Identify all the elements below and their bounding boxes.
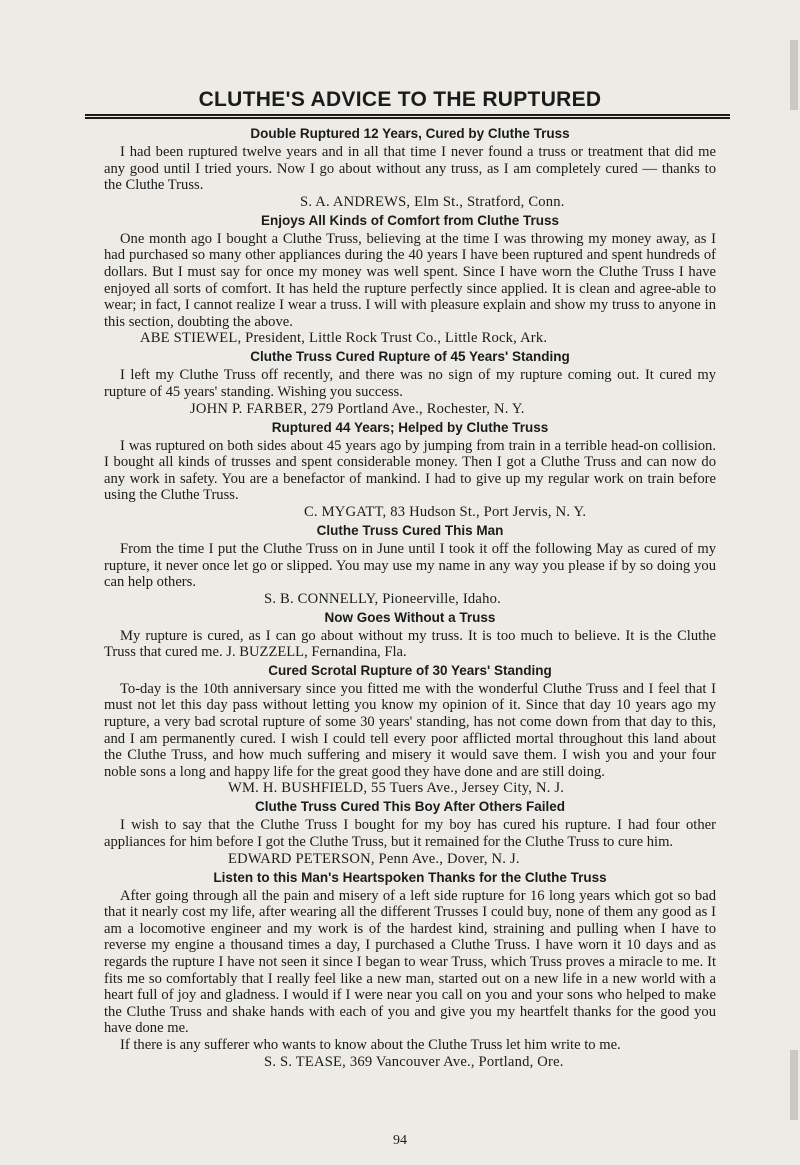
testimonials: [104, 124, 716, 1071]
testimonial-entry: [104, 124, 716, 211]
testimonial-heading: Listen to this Man's Heartspoken Thanks for the Cluthe Truss: [213, 869, 607, 885]
testimonial-signature: ABE STIEWEL, President, Little Rock Trust Co., Little Rock, Ark.: [140, 330, 548, 347]
testimonial-signature: EDWARD PETERSON, Penn Ave., Dover, N. J.: [228, 850, 520, 867]
testimonial-heading: Now Goes Without a Truss: [324, 609, 496, 625]
testimonial-heading: Double Ruptured 12 Years, Cured by Cluthe Truss: [250, 126, 570, 141]
page-edge-shadow: [790, 40, 798, 110]
testimonial-entry: [104, 797, 716, 867]
testimonial-entry: [104, 211, 716, 348]
testimonial-body: I was ruptured on both sides about 45 years ago by jumping from train in a terrible head-on collision. I bought all kinds of trusses and spent considerable money. Then I got a Cluthe Truss and can now do any work in safety. You are a benefactor of mankind. I had to give up my regular work on train before using the Cluthe Truss.: [104, 437, 716, 504]
testimonial-heading: Cluthe Truss Cured This Man: [316, 522, 504, 538]
testimonial-body: I had been ruptured twelve years and in all that time I never found a truss or treatment that did me any good until I tried yours. Now I go about without any truss, as I am completely cured — thanks to the Cluthe Truss.: [104, 144, 716, 194]
running-head: CLUTHE'S ADVICE TO THE RUPTURED: [198, 88, 602, 111]
testimonial-body: I wish to say that the Cluthe Truss I bought for my boy has cured his rupture. I had four other appliances for him before I got the Cluthe Truss, but it remained for the Cluthe Truss to cure him.: [104, 817, 716, 851]
testimonial-signature: S. B. CONNELLY, Pioneerville, Idaho.: [264, 590, 501, 607]
testimonial-signature: S. S. TEASE, 369 Vancouver Ave., Portland, Ore.: [264, 1053, 564, 1070]
testimonial-body: One month ago I bought a Cluthe Truss, believing at the time I was throwing my money away, as I had purchased so many other appliances during the 40 years I have been ruptured and spent hundreds of dollars. But I must say for once my money was well spent. Since I have worn the Cluthe Truss I have enjoyed all sorts of comfort. It has held the rupture perfectly since applied. It is clean and agree-able to wear; in fact, I cannot realize I wear a truss. I will with pleasure explain and show my truss to anyone in this section, doubting the above.: [104, 230, 716, 330]
testimonial-heading: Enjoys All Kinds of Comfort from Cluthe Truss: [260, 212, 559, 228]
testimonial-signature: C. MYGATT, 83 Hudson St., Port Jervis, N. Y.: [304, 503, 587, 520]
testimonial-entry: [104, 608, 716, 661]
testimonial-entry: [104, 661, 716, 798]
testimonial-body: From the time I put the Cluthe Truss on in June until I took it off the following May as cured of my rupture, it never once let go or slipped. You may use my name in any way you please if by so doing you can help others.: [104, 540, 716, 591]
testimonial-heading: Cluthe Truss Cured This Boy After Others Failed: [254, 799, 566, 815]
header-rule: [85, 117, 730, 119]
testimonial-postscript: If there is any sufferer who wants to know about the Cluthe Truss let him write to me.: [120, 1036, 621, 1053]
testimonial-heading: Cured Scrotal Rupture of 30 Years' Standing: [268, 662, 552, 678]
testimonial-body: I left my Cluthe Truss off recently, and there was no sign of my rupture coming out. It cured my rupture of 45 years' standing. Wishing you success.: [104, 367, 716, 400]
testimonial-entry: [104, 347, 716, 417]
testimonial-body: My rupture is cured, as I can go about without my truss. It is too much to believe. It is the Cluthe Truss that cured me. J. BUZZELL, Fernandina, Fla.: [104, 627, 716, 661]
testimonial-entry: [104, 418, 716, 521]
header-rule: [85, 114, 730, 116]
testimonial-signature: WM. H. BUSHFIELD, 55 Tuers Ave., Jersey City, N. J.: [228, 780, 565, 797]
testimonial-heading: Ruptured 44 Years; Helped by Cluthe Truss: [271, 419, 549, 435]
testimonial-body: To-day is the 10th anniversary since you fitted me with the wonderful Cluthe Truss and I feel that I must not let this day pass without letting you know my opinion of it. Since that day 10 years ago my rupture, a very bad scrotal rupture of some 30 years' standing, has not come down from that day to this, and I am permanently cured. I wish I could tell every poor afflicted mortal throughout this land about the Cluthe Truss, and how much suffering and misery it would save them. I wish you and your four noble sons a long and happy life for the great good they have done and are still doing.: [104, 680, 716, 780]
page-number: 94: [393, 1133, 407, 1148]
testimonial-entry: [104, 868, 716, 1071]
page-edge-shadow: [790, 1050, 798, 1120]
testimonial-signature: S. A. ANDREWS, Elm St., Stratford, Conn.: [300, 193, 565, 210]
testimonial-heading: Cluthe Truss Cured Rupture of 45 Years' Standing: [250, 349, 570, 365]
testimonial-signature: JOHN P. FARBER, 279 Portland Ave., Rochester, N. Y.: [190, 400, 525, 417]
testimonial-entry: [104, 521, 716, 608]
testimonial-body: After going through all the pain and misery of a left side rupture for 16 long years which got so bad that it nearly cost my life, after wearing all the different Trusses I could buy, none of them any good as I am a locomotive engineer and my work is of the hardest kind, straining and pulling when I have to reverse my engine a thousand times a day, I purchased a Cluthe Truss. I have worn it 10 days and as regards the rupture I have not seen it since I began to wear Truss, which Truss proves a miracle to me. It fits me so comfortably that I really feel like a new man, started out on a new life in a new world with a heart full of joy and gladness. I would if I were near you call on you and your sons who helped to make the Cluthe Truss and shake hands with each of you and give you my heartfelt thanks for the good you have done me.: [104, 887, 716, 1037]
